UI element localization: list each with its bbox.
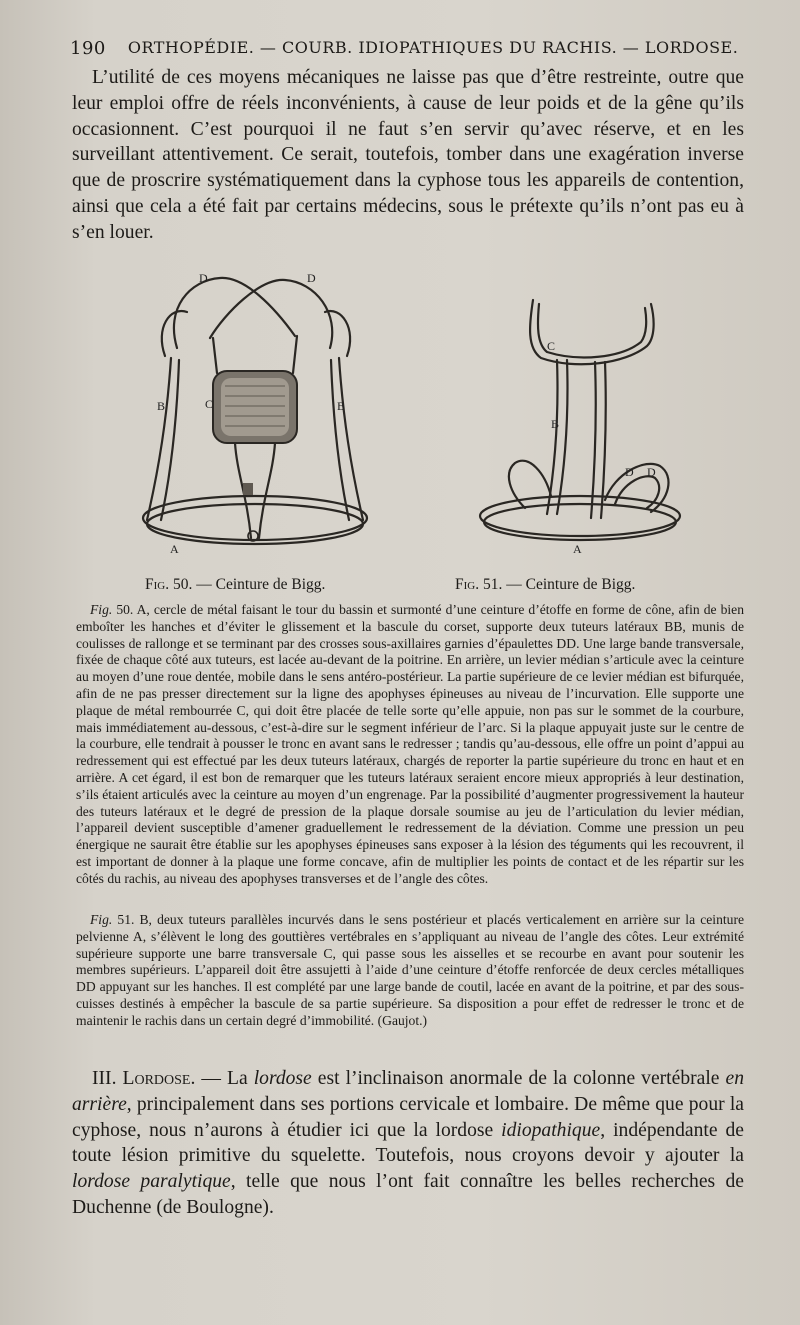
- fig50-label-B-right: B: [337, 399, 346, 413]
- section-text-1: est l’inclinaison anormale de la colonne vertébrale: [311, 1068, 726, 1089]
- fig50-label-C: C: [205, 397, 214, 411]
- figure-51-illustration: [455, 268, 685, 560]
- fig51-label-D-left: D: [625, 465, 634, 479]
- figure-50-caption-abbr: Fig.: [145, 576, 170, 593]
- figure-51-legend-text: 51. B, deux tuteurs parallèles incurvés dans le sens postérieur et placés verticalement en arrière sur la ceinture pelvienne A, s’élèvent le long des gouttières vertébrales en s’appliquant au niveau de l’angle des côtes. Leur extrémité supérieure supporte une barre transversale C, qui passe sous les aisselles et se recourbe en avant pour soutenir les membres supérieurs. L’appareil doit être assujetti à l’aide d’une ceinture d’étoffe renforcée de deux cercles métalliques DD appuyant sur les hanches. Il est complété par une large bande de coutil, lacée en avant de la poitrine, et par des sous-cuisses destinés à empêcher la bascule de sa partie supérieure. Sa disposition a pour effet de redresser le tronc et de maintenir le rachis dans un certain degré d’immobilité. (Gaujot.): [76, 912, 744, 1028]
- section-text-4: , telle que nous l’ont fait connaître les belles recherches de Duchenne (de Boulogne).: [72, 1171, 744, 1218]
- body-paragraph-1: L’utilité de ces moyens mécaniques ne laisse pas que d’être restreinte, outre que leur emploi offre de réels inconvénients, à cause de leur poids et de la gêne qu’ils occasionnent. C’est pourquoi il ne faut s’en servir qu’avec réserve, et en les surveillant attentivement. Ce serait, toutefois, tomber dans une exagération inverse que de proscrire systématiquement dans la cyphose tous les appareils de contention, ainsi que cela a été fait par certains médecins, sous le prétexte qu’ils n’ont pas eu à s’en louer.: [72, 67, 744, 243]
- fig50-label-D-left: D: [199, 271, 208, 285]
- emphasis-en-arriere: en arrière: [72, 1068, 744, 1115]
- section-text-2: , principalement dans ses portions cervicale et lombaire. De même que pour la cyphose, nous n’aurons à étudier ici que la lordose: [72, 1093, 744, 1141]
- fig50-label-A: A: [170, 542, 179, 556]
- figure-50-illustration: [125, 268, 375, 560]
- fig51-label-A: A: [573, 542, 582, 556]
- fig51-label-B: B: [551, 417, 560, 431]
- dorsal-plate: [213, 371, 297, 443]
- figure-50-caption-text: 50. — Ceinture de Bigg.: [169, 576, 326, 593]
- figure-50-legend: [76, 602, 744, 888]
- section-dash: . — La: [190, 1068, 254, 1089]
- emphasis-idiopathique: idiopathique: [501, 1119, 601, 1141]
- fig51-label-D-right: D: [647, 465, 656, 479]
- figure-51-legend-ref: Fig.: [90, 912, 113, 927]
- figure-51-caption: [455, 576, 635, 594]
- section-heading: Lordose: [122, 1068, 191, 1089]
- fig50-label-D-right: D: [307, 271, 316, 285]
- figure-50-caption: [145, 576, 325, 594]
- page-number: 190: [70, 38, 106, 59]
- running-title: ORTHOPÉDIE. — COURB. IDIOPATHIQUES DU RACHIS. — LORDOSE.: [127, 38, 739, 57]
- running-header: [70, 38, 750, 59]
- figure-51-legend: [76, 912, 744, 1030]
- section-lordose-paragraph: [72, 1066, 744, 1221]
- emphasis-lordose-paralytique: lordose paralytique: [72, 1171, 231, 1193]
- figures-block: [125, 268, 685, 560]
- fig51-label-C: C: [547, 339, 556, 353]
- section-text-3: , indépendante de toute lésion primitive du squelette. Toutefois, nous croyons devoir y ajouter la: [72, 1119, 744, 1167]
- term-lordose: lordose: [253, 1068, 312, 1089]
- section-numeral: III.: [92, 1068, 123, 1089]
- figure-51-caption-abbr: Fig.: [455, 576, 480, 593]
- fig50-label-B-left: B: [157, 399, 166, 413]
- figure-51-caption-text: 51. — Ceinture de Bigg.: [479, 576, 636, 593]
- figure-50-legend-ref: Fig.: [90, 602, 113, 617]
- figure-50-legend-text: 50. A, cercle de métal faisant le tour du bassin et surmonté d’une ceinture d’étoffe en forme de cône, afin de bien emboîter les hanches et d’éviter le glissement et la bascule du corset, supporte deux tuteurs latéraux BB, munis de coulisses de rallonge et se terminant par des crosses sous-axillaires garnies d’épaulettes DD. Une large bande transversale, fixée de chaque côté aux tuteurs, est lacée au-devant de la poitrine. En arrière, un levier médian s’articule avec la ceinture au moyen d’une roue dentée, mobile dans le sens antéro-postérieur. La partie supérieure de ce levier médian est bifurquée, afin de ne pas presser directement sur la ligne des apophyses épineuses au niveau de l’incurvation. Elle supporte une plaque de métal rembourrée C, qui doit être placée de telle sorte qu’elle appuie, non pas sur le sommet de la courbure, mais immédiatement au-dessous, c’est-à-dire sur le segment inférieur de l’arc. Si la plaque appuyait juste sur le centre de la courbure, elle tendrait à pousser le tronc en avant sans le redresser ; tandis qu’au-dessous, elle offre un point d’appui au redressement qui est effectué par les deux tuteurs latéraux, chargés de reporter la partie supérieure du tronc en haut et en arrière. A cet égard, il est bon de remarquer que les tuteurs latéraux seraient encore mieux appropriés à leur destination, s’ils étaient articulés avec la ceinture au moyen d’un engrenage. Par la possibilité d’augmenter progressivement la hauteur des tuteurs latéraux et le degré de pression de la plaque dorsale soumise au jeu de l’articulation du levier médian, l’appareil devient susceptible d’amener graduellement le redressement de la déviation. Comme une pression un peu énergique ne saurait être établie sur les apophyses épineuses sans exposer à la lésion des téguments qui les recouvrent, il est important de donner à la plaque une forme concave, afin de multiplier les points de contact et de les répartir sur les côtés du rachis, au niveau des apophyses transverses et de l’angle des côtes.: [76, 602, 744, 886]
